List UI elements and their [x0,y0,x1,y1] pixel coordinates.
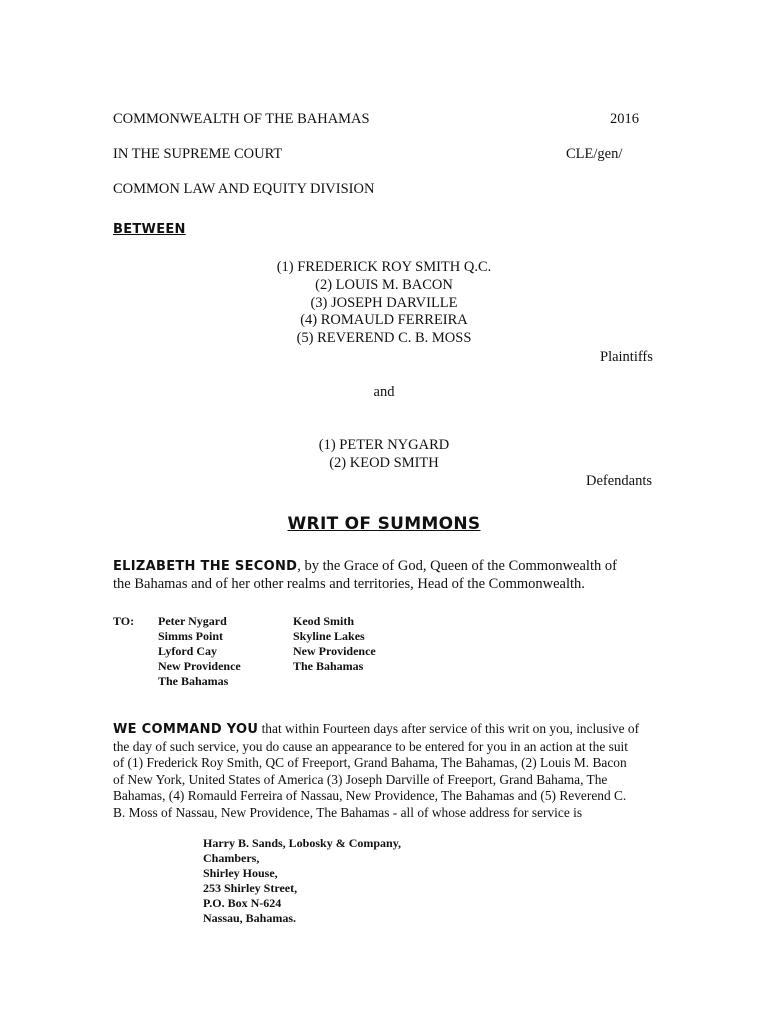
plaintiffs-list [0,259,768,348]
command-line: of (1) Frederick Roy Smith, QC of Freeport, Grand Bahama, The Bahamas, (2) Louis M. Bacon [113,755,627,771]
defendant-name: (2) KEOD SMITH [329,454,439,471]
addressee-first: Peter Nygard Simms Point Lyford Cay New Providence The Bahamas [158,614,241,688]
preamble-paragraph [113,558,656,593]
plaintiff-name: (4) ROMAULD FERREIRA [300,312,468,329]
document-title: WRIT OF SUMMONS [287,514,481,534]
preamble-line: the Bahamas and of her other realms and territories, Head of the Commonwealth. [113,575,585,592]
command-line: B. Moss of Nassau, New Providence, The Bahamas - all of whose address for service is [113,804,583,820]
case-reference: CLE/gen/ [566,146,623,162]
defendants-label: Defendants [586,473,653,489]
jurisdiction-heading: COMMONWEALTH OF THE BAHAMAS [113,111,370,127]
command-line: of New York, United States of America (3) Joseph Darville of Freeport, Grand Bahama, The [113,771,608,787]
division-heading: COMMON LAW AND EQUITY DIVISION [113,181,375,197]
plaintiff-name: (1) FREDERICK ROY SMITH Q.C. [276,259,492,275]
between-label: BETWEEN [113,222,186,237]
year-label: 2016 [610,111,639,127]
command-line: Bahamas, (4) Romauld Ferreira of Nassau, New Providence, The Bahamas and (5) Reverend C. [113,788,627,804]
command-lead: WE COMMAND YOU [113,722,259,737]
plaintiff-name: (3) JOSEPH DARVILLE [310,294,458,311]
court-heading: IN THE SUPREME COURT [113,146,283,162]
command-line: WE COMMAND YOU that within Fourteen days after service of this writ on you, inclusive of [113,721,640,737]
addressee-second: Keod Smith Skyline Lakes New Providence The Bahamas [293,614,376,673]
preamble-lead: ELIZABETH THE SECOND [113,559,298,574]
service-address-block: Harry B. Sands, Lobosky & Company, Chambers, Shirley House, 253 Shirley Street, P.O. Box N-624 Nassau, Bahamas. [203,836,402,925]
plaintiffs-label: Plaintiffs [600,349,653,365]
defendant-name: (1) PETER NYGARD [318,437,450,453]
plaintiff-name: (2) LOUIS M. BACON [315,276,453,293]
defendants-list [0,437,768,473]
command-paragraph [113,721,656,822]
plaintiff-name: (5) REVEREND C. B. MOSS [296,330,472,347]
preamble-line: ELIZABETH THE SECOND, by the Grace of God, Queen of the Commonwealth of [113,558,617,574]
and-label: and [373,384,395,400]
to-label: TO: [113,614,135,628]
command-line: the day of such service, you do cause an appearance to be entered for you in an action at the suit [113,738,628,754]
